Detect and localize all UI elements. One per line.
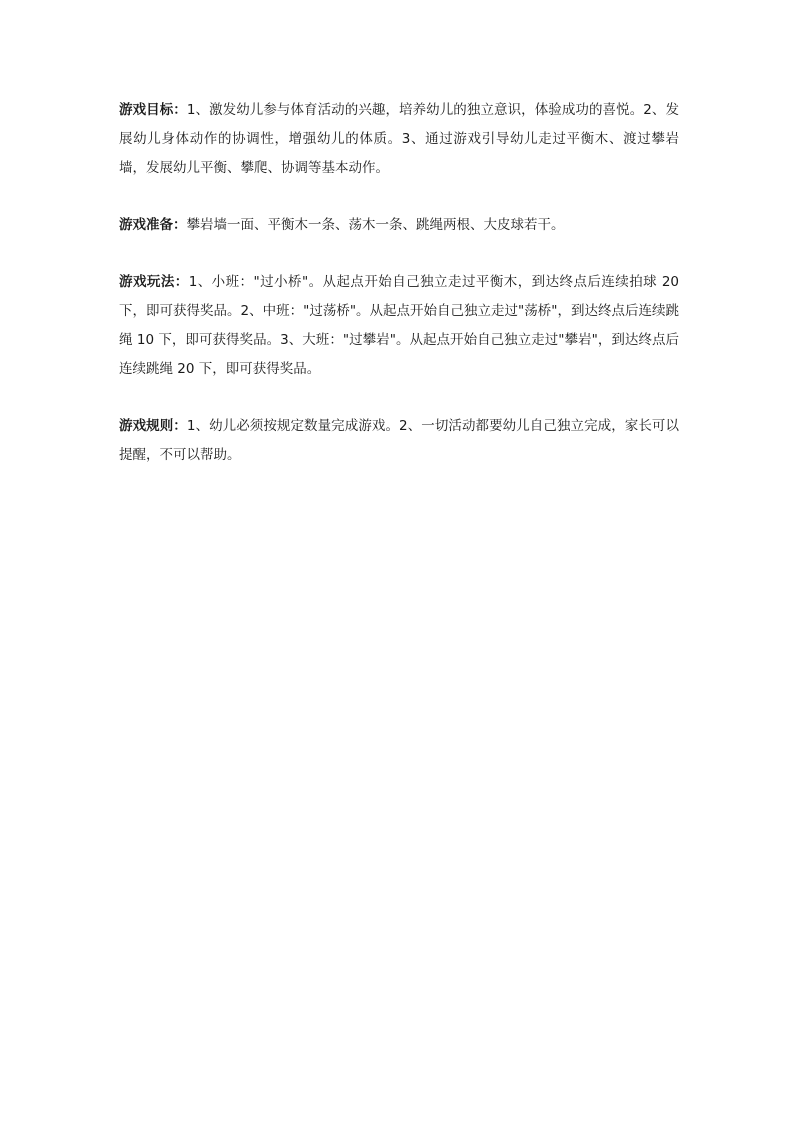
section-label: 游戏目标： [119, 102, 187, 118]
section-text: 1、激发幼儿参与体育活动的兴趣，培养幼儿的独立意识，体验成功的喜悦。2、发展幼儿身体动作的协调性，增强幼儿的体质。3、通过游戏引导幼儿走过平衡木、渡过攀岩墙，发展幼儿平衡、攀爬、协调等基本动作。 [119, 102, 679, 176]
section-label: 游戏规则： [119, 418, 187, 434]
section-label: 游戏玩法： [119, 274, 189, 290]
section-game-goals [119, 96, 679, 183]
section-text: 1、小班："过小桥"。从起点开始自己独立走过平衡木，到达终点后连续拍球 20 下，即可获得奖品。2、中班："过荡桥"。从起点开始自己独立走过"荡桥"，到达终点后连续跳绳 10 下，即可获得奖品。3、大班："过攀岩"。从起点开始自己独立走过"攀岩"，到达终点后连续跳绳 20 下，即可获得奖品。 [119, 274, 679, 377]
section-game-preparation [119, 211, 679, 240]
section-text: 攀岩墙一面、平衡木一条、荡木一条、跳绳两根、大皮球若干。 [186, 217, 565, 233]
section-game-rules [119, 412, 679, 470]
section-label: 游戏准备： [119, 217, 187, 233]
document-body [119, 96, 679, 498]
section-game-play [119, 268, 679, 384]
section-text: 1、幼儿必须按规定数量完成游戏。2、一切活动都要幼儿自己独立完成，家长可以提醒，不可以帮助。 [119, 418, 679, 463]
